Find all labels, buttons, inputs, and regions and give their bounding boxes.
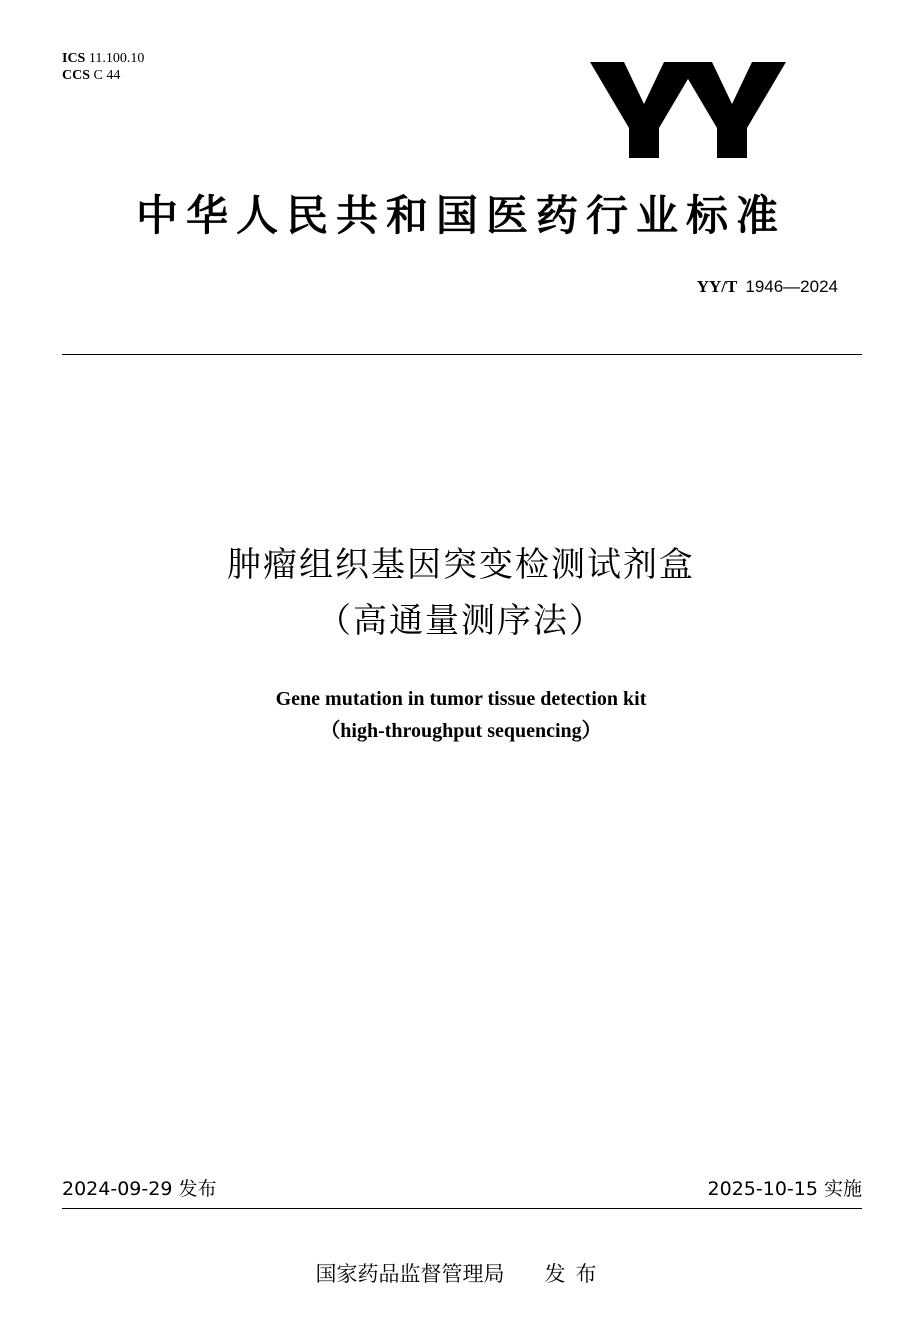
title-english-line1: Gene mutation in tumor tissue detection kit xyxy=(275,688,647,710)
issue-date: 2024-09-29 发布 xyxy=(62,1178,217,1200)
footer-divider xyxy=(62,1208,862,1209)
title-english-line2: （high-throughput sequencing） xyxy=(320,720,602,742)
standard-number-value: 1946—2024 xyxy=(745,277,838,296)
yy-logo xyxy=(588,40,788,170)
standard-number xyxy=(697,276,838,298)
ccs-value: C 44 xyxy=(93,68,121,83)
ics-value: 11.100.10 xyxy=(88,51,145,66)
ccs-label: CCS xyxy=(62,68,91,83)
standard-category-title: 中华人民共和国医药行业标准 xyxy=(135,191,786,240)
issuing-authority xyxy=(0,1259,922,1289)
title-chinese-line2: （高通量测序法） xyxy=(317,601,605,641)
logo-letter-y-right xyxy=(678,62,786,158)
logo-letter-y-left xyxy=(590,62,698,158)
title-chinese-line1: 肿瘤组织基因突变检测试剂盒 xyxy=(227,545,695,585)
ccs-code xyxy=(62,67,144,84)
header-divider xyxy=(62,354,862,355)
standard-number-prefix: YY/T xyxy=(696,277,738,296)
classification-codes xyxy=(62,50,144,84)
issuer-name: 国家药品监督管理局 xyxy=(315,1262,505,1286)
issuer-action: 发布 xyxy=(544,1262,607,1286)
ics-label: ICS xyxy=(62,51,86,66)
yy-logo-graphic xyxy=(588,40,788,170)
ics-code xyxy=(62,50,144,67)
implementation-date: 2025-10-15 实施 xyxy=(707,1178,862,1200)
